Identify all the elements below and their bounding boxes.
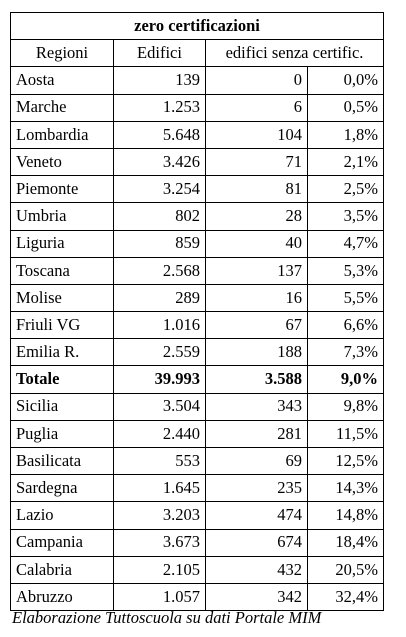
edifici-cell: 139: [114, 67, 206, 94]
edifici-cell: 1.645: [114, 475, 206, 502]
table-row: [11, 176, 384, 203]
table-row: [11, 121, 384, 148]
edifici-cell: 3.203: [114, 502, 206, 529]
region-cell: Toscana: [11, 257, 114, 284]
percentage-cell: 12,5%: [308, 448, 384, 475]
region-cell: Veneto: [11, 148, 114, 175]
table-row: [11, 448, 384, 475]
edifici-cell: 2.440: [114, 420, 206, 447]
percentage-cell: 7,3%: [308, 339, 384, 366]
table-row: [11, 230, 384, 257]
percentage-cell: 2,5%: [308, 176, 384, 203]
table-row: [11, 556, 384, 583]
table-row: [11, 393, 384, 420]
table-title-row: [11, 13, 384, 40]
region-cell: Liguria: [11, 230, 114, 257]
table-row-total: [11, 366, 384, 393]
region-cell: Umbria: [11, 203, 114, 230]
region-cell: Aosta: [11, 67, 114, 94]
percentage-cell: 9,8%: [308, 393, 384, 420]
senza-certificazione-cell: 342: [206, 583, 308, 610]
senza-certificazione-cell: 6: [206, 94, 308, 121]
edifici-cell: 1.016: [114, 312, 206, 339]
senza-certificazione-cell: 28: [206, 203, 308, 230]
percentage-cell: 4,7%: [308, 230, 384, 257]
senza-certificazione-cell: 281: [206, 420, 308, 447]
edifici-cell: 3.426: [114, 148, 206, 175]
header-edifici: Edifici: [114, 40, 206, 67]
percentage-cell: 11,5%: [308, 420, 384, 447]
region-cell: Totale: [11, 366, 114, 393]
edifici-cell: 553: [114, 448, 206, 475]
region-cell: Emilia R.: [11, 339, 114, 366]
percentage-cell: 1,8%: [308, 121, 384, 148]
percentage-cell: 14,8%: [308, 502, 384, 529]
edifici-cell: 3.254: [114, 176, 206, 203]
source-caption: Elaborazione Tuttoscuola su dati Portale MIM: [12, 608, 322, 627]
edifici-cell: 39.993: [114, 366, 206, 393]
table-row: [11, 475, 384, 502]
table-row: [11, 339, 384, 366]
table-row: [11, 312, 384, 339]
table-header-row: [11, 40, 384, 67]
senza-certificazione-cell: 235: [206, 475, 308, 502]
certification-table-container: [10, 12, 384, 611]
region-cell: Marche: [11, 94, 114, 121]
edifici-cell: 3.504: [114, 393, 206, 420]
table-row: [11, 94, 384, 121]
senza-certificazione-cell: 674: [206, 529, 308, 556]
table-row: [11, 420, 384, 447]
senza-certificazione-cell: 188: [206, 339, 308, 366]
percentage-cell: 0,5%: [308, 94, 384, 121]
region-cell: Basilicata: [11, 448, 114, 475]
percentage-cell: 18,4%: [308, 529, 384, 556]
senza-certificazione-cell: 474: [206, 502, 308, 529]
percentage-cell: 0,0%: [308, 67, 384, 94]
region-cell: Campania: [11, 529, 114, 556]
senza-certificazione-cell: 71: [206, 148, 308, 175]
edifici-cell: 802: [114, 203, 206, 230]
region-cell: Lazio: [11, 502, 114, 529]
table-row: [11, 502, 384, 529]
edifici-cell: 5.648: [114, 121, 206, 148]
percentage-cell: 5,5%: [308, 284, 384, 311]
senza-certificazione-cell: 0: [206, 67, 308, 94]
table-row: [11, 67, 384, 94]
senza-certificazione-cell: 16: [206, 284, 308, 311]
edifici-cell: 1.253: [114, 94, 206, 121]
header-regioni: Regioni: [11, 40, 114, 67]
region-cell: Sicilia: [11, 393, 114, 420]
percentage-cell: 2,1%: [308, 148, 384, 175]
table-title: zero certificazioni: [11, 13, 384, 40]
edifici-cell: 1.057: [114, 583, 206, 610]
percentage-cell: 6,6%: [308, 312, 384, 339]
senza-certificazione-cell: 343: [206, 393, 308, 420]
percentage-cell: 5,3%: [308, 257, 384, 284]
edifici-cell: 859: [114, 230, 206, 257]
senza-certificazione-cell: 81: [206, 176, 308, 203]
senza-certificazione-cell: 137: [206, 257, 308, 284]
edifici-cell: 3.673: [114, 529, 206, 556]
percentage-cell: 20,5%: [308, 556, 384, 583]
percentage-cell: 3,5%: [308, 203, 384, 230]
table-row: [11, 529, 384, 556]
table-row: [11, 203, 384, 230]
region-cell: Abruzzo: [11, 583, 114, 610]
certification-table: [10, 12, 384, 611]
region-cell: Puglia: [11, 420, 114, 447]
edifici-cell: 2.105: [114, 556, 206, 583]
region-cell: Molise: [11, 284, 114, 311]
region-cell: Sardegna: [11, 475, 114, 502]
edifici-cell: 2.559: [114, 339, 206, 366]
percentage-cell: 32,4%: [308, 583, 384, 610]
edifici-cell: 289: [114, 284, 206, 311]
region-cell: Calabria: [11, 556, 114, 583]
header-edifici-senza-certificazione: edifici senza certific.: [206, 40, 384, 67]
percentage-cell: 9,0%: [308, 366, 384, 393]
senza-certificazione-cell: 67: [206, 312, 308, 339]
senza-certificazione-cell: 40: [206, 230, 308, 257]
region-cell: Lombardia: [11, 121, 114, 148]
table-body: [11, 67, 384, 611]
table-row: [11, 583, 384, 610]
table-row: [11, 284, 384, 311]
region-cell: Friuli VG: [11, 312, 114, 339]
region-cell: Piemonte: [11, 176, 114, 203]
percentage-cell: 14,3%: [308, 475, 384, 502]
senza-certificazione-cell: 69: [206, 448, 308, 475]
edifici-cell: 2.568: [114, 257, 206, 284]
senza-certificazione-cell: 3.588: [206, 366, 308, 393]
senza-certificazione-cell: 432: [206, 556, 308, 583]
senza-certificazione-cell: 104: [206, 121, 308, 148]
table-row: [11, 148, 384, 175]
table-row: [11, 257, 384, 284]
